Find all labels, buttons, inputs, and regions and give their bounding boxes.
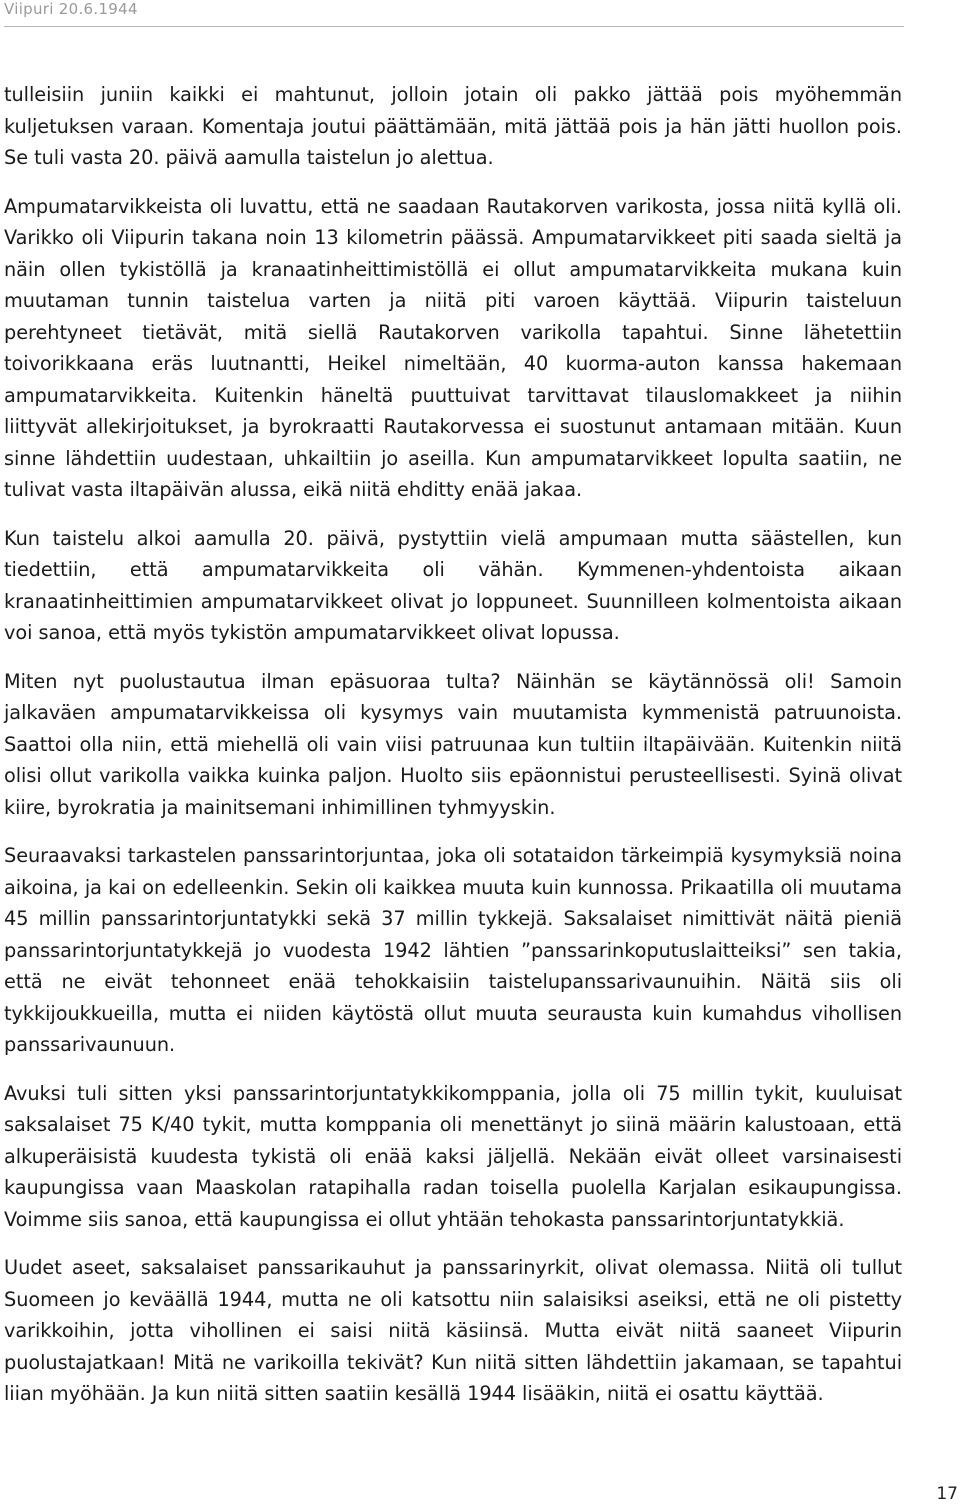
running-header xyxy=(4,0,904,27)
paragraph: Miten nyt puolustautua ilman epäsuoraa tulta? Näinhän se käytännössä oli! Samoin jalkaväen ampumatarvikkeissa oli kysymys vain muutamista kymmenistä patruunoista. Saattoi olla niin, että miehellä oli vain viisi patruunaa kun tultiin iltapäivään. Kuitenkin niitä olisi ollut varikolla vaikka kuinka paljon. Huolto siis epäonnistui perusteellisesti. Syinä olivat kiire, byrokratia ja mainitsemani inhimillinen tyhmyyskin. xyxy=(4,669,902,819)
page-number: 17 xyxy=(936,1484,958,1504)
paragraph: Avuksi tuli sitten yksi panssarintorjuntatykkikomppania, jolla oli 75 millin tykit, kuuluisat saksalaiset 75 K/40 tykit, mutta komppania oli menettänyt jo siinä määrin kalustoaan, että alkuperäisistä kuudesta tykistä oli enää kaksi jäljellä. Nekään eivät olleet varsinaisesti kaupungissa vaan Maaskolan ratapihalla radan toisella puolella Karjalan esikaupungissa. Voimme siis sanoa, että kaupungissa ei ollut yhtään tehokasta panssarintorjuntatykkiä. xyxy=(4,1081,902,1231)
paragraph: Uudet aseet, saksalaiset panssarikauhut ja panssarinyrkit, olivat olemassa. Niitä oli tullut Suomeen jo keväällä 1944, mutta ne oli katsottu niin salaisiksi aseiksi, että ne oli pistetty varikkoihin, jotta vihollinen ei saisi niitä käsiinsä. Mutta eivät niitä saaneet Viipurin puolustajatkaan! Mitä ne varikoilla tekivät? Kun niitä sitten lähdettiin jakamaan, se tapahtui liian myöhään. Ja kun niitä sitten saatiin kesällä 1944 lisääkin, niitä ei osattu käyttää. xyxy=(4,1256,902,1405)
paragraph: Ampumatarvikkeista oli luvattu, että ne saadaan Rautakorven varikosta, jossa niitä kyllä oli. Varikko oli Viipurin takana noin 13 kilometrin päässä. Ampumatarvikkeet piti saada sieltä ja näin ollen tykistöllä ja kranaatinheittimistöllä ei ollut ampumatarvikkeita mukana kuin muutaman tunnin taistelua varten ja niitä piti varoen käyttää. Viipurin taisteluun perehtyneet tietävät, mitä siellä Rautakorven varikolla tapahtui. Sinne lähetettiin toivorikkaana eräs luutnantti, Heikel nimeltään, 40 kuorma-auton kanssa hakemaan ampumatarvikkeita. Kuitenkin häneltä puuttuivat tarvittavat tilauslomakkeet ja niihin liittyvät allekirjoitukset, ja byrokraatti Rautakorvessa ei suostunut antamaan mitään. Kuun sinne lähdettiin uudestaan, uhkailtiin jo aseilla. Kun ampumatarvikkeet lopulta saatiin, ne tulivat vasta iltapäivän alussa, eikä niitä ehditty enää jakaa. xyxy=(4,194,902,501)
paragraph: Kun taistelu alkoi aamulla 20. päivä, pystyttiin vielä ampumaan mutta säästellen, kun tiedettiin, että ampumatarvikkeita oli vähän. Kymmenen-yhdentoista aikaan kranaatinheittimien ampumatarvikkeet olivat jo loppuneet. Suunnilleen kolmentoista aikaan voi sanoa, että myös tykistön ampumatarvikkeet olivat lopussa. xyxy=(4,526,902,644)
paragraph: Seuraavaksi tarkastelen panssarintorjuntaa, joka oli sotataidon tärkeimpiä kysymyksiä noina aikoina, ja kai on edelleenkin. Sekin oli kaikkea muuta kuin kunnossa. Prikaatilla oli muutama 45 millin panssarintorjuntatykki sekä 37 millin tykkejä. Saksalaiset nimittivät näitä pieniä panssarintorjuntatykkejä jo vuodesta 1942 lähtien ”panssarinkoputuslaitteiksi” sen takia, että ne eivät tehonneet enää tehokkaisiin taistelupanssarivaunuihin. Näitä siis oli tykkijoukkueilla, mutta ei niiden käytöstä ollut muuta seurausta kuin kumahdus vihollisen panssarivaunuun. xyxy=(4,844,902,1056)
header-title: Viipuri 20.6.1944 xyxy=(4,0,138,18)
body-text xyxy=(4,79,902,1410)
paragraph: tulleisiin juniin kaikki ei mahtunut, jolloin jotain oli pakko jättää pois myöhemmän kuljetuksen varaan. Komentaja joutui päättämään, mitä jättää pois ja hän jätti huollon pois. Se tuli vasta 20. päivä aamulla taistelun jo alettua. xyxy=(4,83,902,169)
